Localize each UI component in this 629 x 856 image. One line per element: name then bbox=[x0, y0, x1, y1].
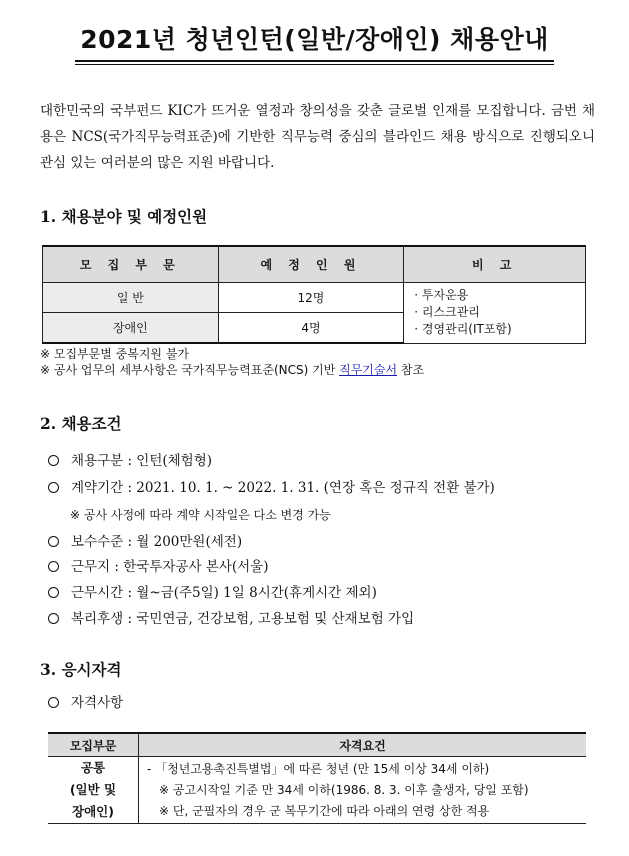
page-title: 2021년 청년인턴(일반/장애인) 채용안내 bbox=[80, 25, 549, 54]
section1-title: 1. 채용분야 및 예정인원 bbox=[40, 207, 208, 226]
header-dept: 모집부문 bbox=[48, 733, 139, 757]
requirements-cell bbox=[139, 757, 587, 824]
circle-bullet-icon bbox=[48, 455, 59, 466]
requirement-line: - 「청년고용촉진특별법」에 따른 청년 (만 15세 이상 34세 이하) bbox=[147, 762, 490, 776]
header-count: 예 정 인 원 bbox=[218, 246, 404, 283]
remark-item: · 투자운용 bbox=[414, 288, 469, 303]
dept-cell: 일 반 bbox=[43, 283, 219, 313]
qualification-subtitle bbox=[48, 693, 123, 713]
count-cell: 4명 bbox=[218, 313, 404, 344]
remark-item: · 리스크관리 bbox=[414, 305, 480, 320]
condition-item bbox=[48, 532, 242, 552]
contract-subnote: ※ 공사 사정에 따라 계약 시작일은 다소 변경 가능 bbox=[70, 508, 331, 522]
intro-paragraph: 대한민국의 국부펀드 KIC가 뜨거운 열정과 창의성을 갖춘 글로벌 인재를 모집합니다. 금번 채용은 NCS(국가직무능력표준)에 기반한 직무능력 중심의 블라인드 채용 방식으로 진행되오니 관심 있는 여러분의 많은 지원 바랍니다. bbox=[40, 103, 595, 171]
title-underline bbox=[75, 60, 554, 62]
circle-bullet-icon bbox=[48, 613, 59, 624]
condition-item bbox=[48, 609, 414, 629]
table-row bbox=[48, 757, 586, 824]
circle-bullet-icon bbox=[48, 587, 59, 598]
count-cell: 12명 bbox=[218, 283, 404, 313]
condition-item bbox=[48, 557, 269, 577]
note-ncs bbox=[40, 362, 424, 378]
condition-text: 보수수준 : 월 200만원(세전) bbox=[71, 534, 243, 550]
condition-text: 근무지 : 한국투자공사 본사(서울) bbox=[71, 559, 269, 575]
requirement-line: ※ 공고시작일 기준 만 34세 이하(1986. 8. 3. 이후 출생자, 당일 포함) bbox=[159, 783, 529, 797]
recruitment-table bbox=[42, 245, 586, 344]
condition-item bbox=[48, 451, 212, 471]
circle-bullet-icon bbox=[48, 536, 59, 547]
dept-cell bbox=[48, 757, 139, 824]
condition-text: 복리후생 : 국민연금, 건강보험, 고용보험 및 산재보험 가입 bbox=[71, 611, 415, 627]
header-remarks: 비 고 bbox=[404, 246, 586, 283]
dept-line: 장애인) bbox=[72, 804, 114, 819]
section3-title: 3. 응시자격 bbox=[40, 660, 122, 679]
header-requirements: 자격요건 bbox=[139, 733, 587, 757]
condition-text: 계약기간 : 2021. 10. 1. ~ 2022. 1. 31. (연장 혹은 정규직 전환 불가) bbox=[71, 480, 495, 496]
remarks-cell bbox=[404, 283, 586, 344]
condition-item bbox=[48, 478, 495, 498]
dept-line: (일반 및 bbox=[69, 782, 117, 797]
circle-bullet-icon bbox=[48, 697, 59, 708]
requirement-line: ※ 단, 군필자의 경우 군 복무기간에 따라 아래의 연령 상한 적용 bbox=[159, 804, 490, 818]
qualification-table bbox=[48, 732, 586, 824]
condition-item bbox=[48, 583, 377, 603]
dept-line: 공통 bbox=[80, 760, 106, 775]
qualification-subtitle-text: 자격사항 bbox=[71, 695, 124, 711]
circle-bullet-icon bbox=[48, 561, 59, 572]
note-ncs-suffix: 참조 bbox=[397, 363, 425, 377]
header-dept: 모 집 부 문 bbox=[43, 246, 219, 283]
note-no-duplicate: ※ 모집부문별 중복지원 불가 bbox=[40, 347, 190, 361]
section2-title: 2. 채용조건 bbox=[40, 414, 122, 433]
circle-bullet-icon bbox=[48, 482, 59, 493]
condition-text: 근무시간 : 월~금(주5일) 1일 8시간(휴게시간 제외) bbox=[71, 585, 377, 601]
dept-cell: 장애인 bbox=[43, 313, 219, 344]
job-description-link[interactable]: 직무기술서 bbox=[339, 363, 398, 377]
condition-text: 채용구분 : 인턴(체험형) bbox=[71, 453, 213, 469]
title-underline-thin bbox=[75, 64, 554, 65]
table-row bbox=[43, 283, 586, 313]
note-ncs-text: ※ 공사 업무의 세부사항은 국가직무능력표준(NCS) 기반 bbox=[40, 363, 340, 377]
remark-item: · 경영관리(IT포함) bbox=[414, 322, 512, 337]
